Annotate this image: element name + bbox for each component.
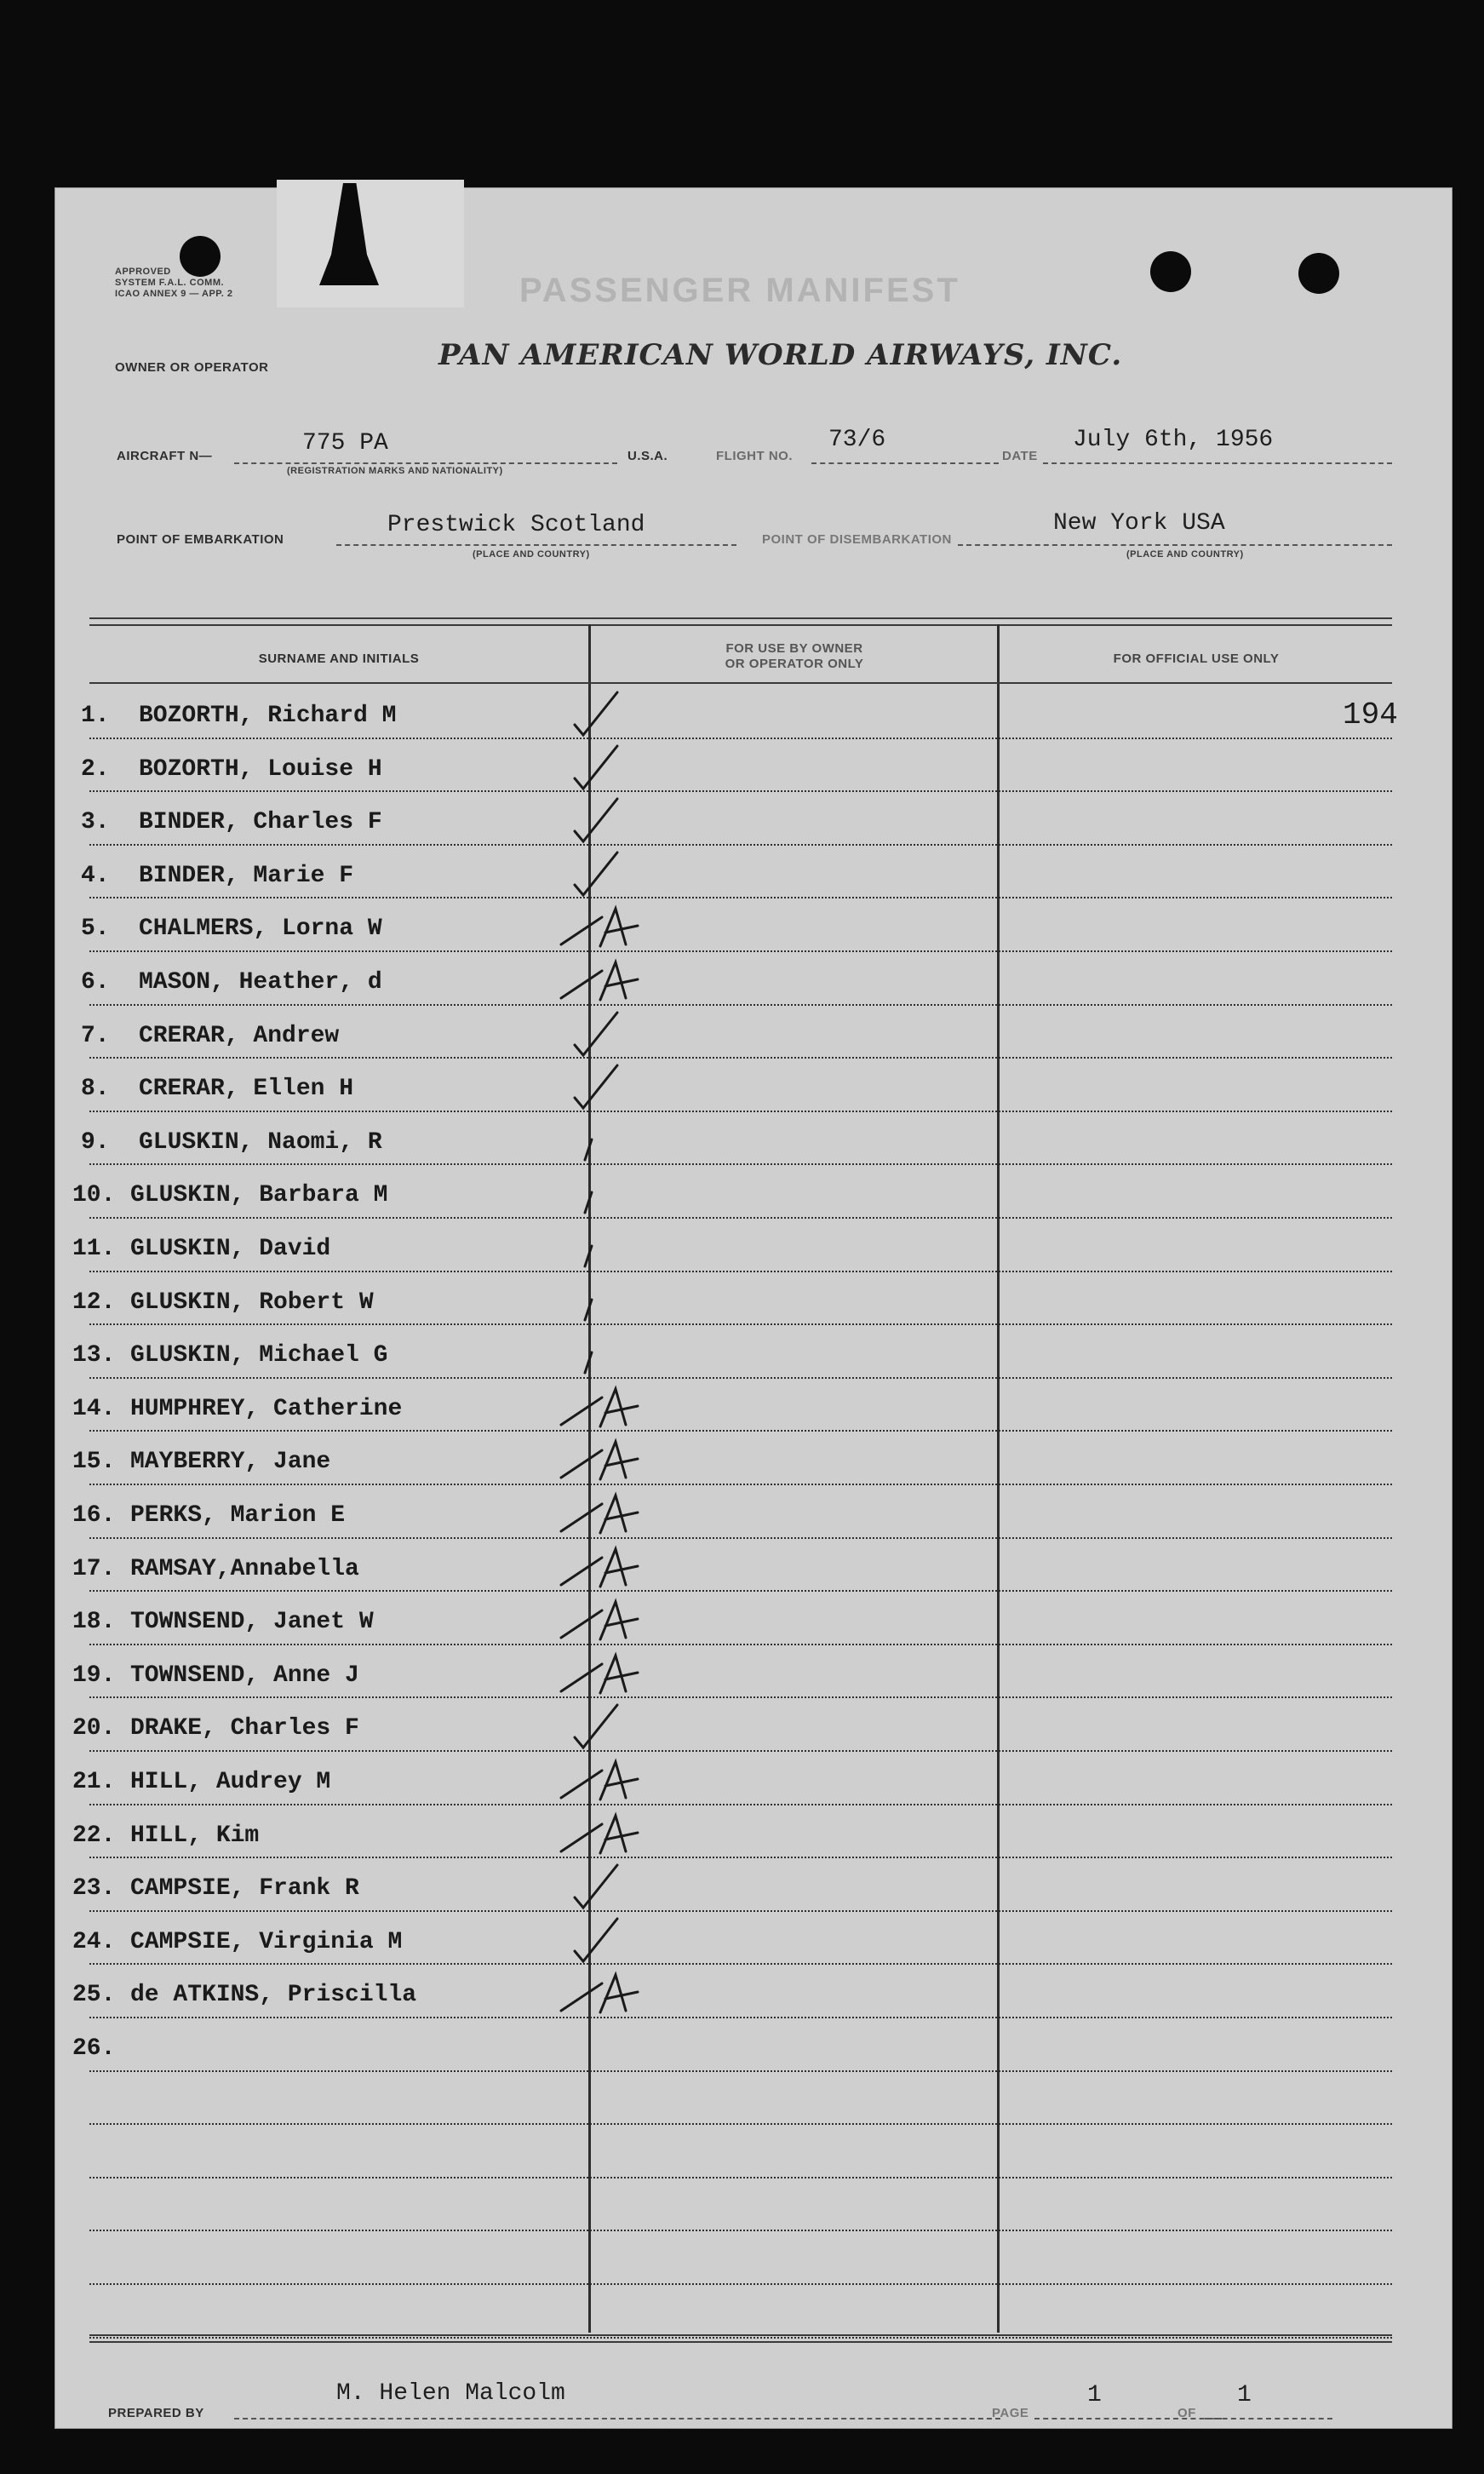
punch-hole <box>1150 251 1191 292</box>
passenger-name: HUMPHREY, Catherine <box>130 1395 403 1422</box>
row-rule <box>89 1377 1392 1379</box>
passenger-name: GLUSKIN, Robert W <box>130 1289 374 1316</box>
passenger-row <box>72 1289 374 1316</box>
aircraft-value: 775 PA <box>302 430 388 456</box>
passenger-number: 19. <box>72 1662 116 1689</box>
row-rule <box>89 897 1392 898</box>
column-header-owner-use <box>592 641 997 672</box>
passenger-row <box>72 1449 330 1475</box>
row-rule <box>89 1910 1392 1912</box>
page-label: PAGE <box>992 2406 1029 2420</box>
disembarkation-sublabel: (PLACE AND COUNTRY) <box>1126 549 1244 560</box>
passenger-name: MASON, Heather, d <box>139 969 382 996</box>
row-rule <box>89 738 1392 739</box>
row-rule <box>89 1057 1392 1059</box>
passenger-row <box>72 1822 259 1849</box>
row-rule <box>89 790 1392 792</box>
approval-mark-icon <box>549 1377 651 1437</box>
row-rule <box>89 1537 1392 1539</box>
check-mark-icon <box>549 684 651 743</box>
passenger-row <box>81 809 382 835</box>
check-mark-icon <box>549 1111 651 1170</box>
row-rule <box>89 1696 1392 1698</box>
passenger-number: 9. <box>81 1128 110 1156</box>
of-label: OF <box>1177 2406 1196 2420</box>
passenger-number: 12. <box>72 1289 116 1316</box>
approval-mark-icon <box>549 1590 651 1650</box>
embarkation-sublabel: (PLACE AND COUNTRY) <box>473 549 590 560</box>
column-header-official: FOR OFFICIAL USE ONLY <box>1113 652 1280 666</box>
approval-line: APPROVED <box>115 267 171 277</box>
passenger-name: TOWNSEND, Janet W <box>130 1609 374 1636</box>
check-mark-icon <box>549 1910 651 1970</box>
check-mark-icon <box>549 1217 651 1277</box>
passenger-row <box>72 1342 387 1369</box>
passenger-name: BINDER, Charles F <box>139 809 382 836</box>
row-rule <box>89 1484 1392 1485</box>
check-mark-icon <box>549 738 651 797</box>
row-rule <box>89 2283 1392 2285</box>
passenger-name: MAYBERRY, Jane <box>130 1449 331 1476</box>
row-rule <box>89 2070 1392 2072</box>
passenger-row <box>72 1609 374 1635</box>
approval-mark-icon <box>549 1963 651 2023</box>
passenger-number: 24. <box>72 1928 116 1955</box>
aircraft-sublabel: (REGISTRATION MARKS AND NATIONALITY) <box>287 466 503 476</box>
page-value: 1 <box>1087 2382 1102 2408</box>
passenger-number: 8. <box>81 1076 110 1103</box>
passenger-name: DRAKE, Charles F <box>130 1715 359 1742</box>
manifest-sheet <box>54 187 1452 2429</box>
aircraft-label: AIRCRAFT N— <box>117 449 213 463</box>
approval-mark-icon <box>549 897 651 956</box>
check-mark-icon <box>549 1323 651 1383</box>
passenger-row <box>72 1662 359 1689</box>
row-rule <box>89 1590 1392 1592</box>
passenger-name: HILL, Kim <box>130 1822 260 1849</box>
approval-mark-icon <box>549 950 651 1010</box>
passenger-row <box>72 1502 345 1529</box>
check-mark-icon <box>549 1004 651 1064</box>
approval-mark-icon <box>549 1804 651 1863</box>
passenger-name: GLUSKIN, David <box>130 1236 331 1262</box>
passenger-name: CRERAR, Ellen H <box>139 1076 354 1103</box>
passenger-name: HILL, Audrey M <box>130 1769 331 1795</box>
paper-flap <box>277 180 464 307</box>
passenger-number: 10. <box>72 1182 116 1209</box>
passenger-number: 3. <box>81 809 110 836</box>
owner-use-line: OR OPERATOR ONLY <box>725 657 864 671</box>
passenger-number: 23. <box>72 1875 116 1903</box>
passenger-name: de ATKINS, Priscilla <box>130 1982 417 2009</box>
row-rule <box>89 1271 1392 1272</box>
row-rule <box>89 1430 1392 1432</box>
row-rule <box>89 1111 1392 1112</box>
passenger-number: 2. <box>81 755 110 783</box>
passenger-row <box>81 1129 382 1156</box>
passenger-row <box>81 969 382 996</box>
passenger-number: 20. <box>72 1715 116 1742</box>
approval-line: SYSTEM F.A.L. COMM. <box>115 278 225 288</box>
passenger-number: 22. <box>72 1822 116 1849</box>
passenger-number: 4. <box>81 862 110 889</box>
passenger-number: 7. <box>81 1022 110 1049</box>
passenger-number: 13. <box>72 1342 116 1369</box>
passenger-name: GLUSKIN, Barbara M <box>130 1182 388 1209</box>
passenger-row <box>81 863 353 889</box>
passenger-row <box>72 1929 402 1955</box>
punch-hole <box>1298 253 1339 294</box>
row-rule <box>89 1004 1392 1006</box>
approval-block <box>115 267 232 300</box>
row-rule <box>89 844 1392 846</box>
official-number: 194 <box>1343 697 1398 732</box>
passenger-name: GLUSKIN, Michael G <box>130 1342 388 1369</box>
passenger-row <box>72 1556 359 1582</box>
check-mark-icon <box>549 790 651 850</box>
passenger-name: PERKS, Marion E <box>130 1502 346 1529</box>
passenger-number: 11. <box>72 1236 116 1262</box>
passenger-row <box>81 1023 339 1049</box>
row-rule <box>89 2017 1392 2018</box>
passenger-row <box>81 916 382 942</box>
column-header-surname: SURNAME AND INITIALS <box>258 652 420 666</box>
passenger-row <box>72 1982 416 2008</box>
row-rule <box>89 2177 1392 2178</box>
passenger-number: 26. <box>72 2035 116 2062</box>
form-title: PASSENGER MANIFEST <box>519 272 960 309</box>
owner-label: OWNER OR OPERATOR <box>115 360 269 375</box>
date-value: July 6th, 1956 <box>1073 427 1274 453</box>
approval-mark-icon <box>549 1644 651 1703</box>
prepared-label: PREPARED BY <box>108 2406 204 2420</box>
check-mark-icon <box>549 1163 651 1223</box>
prepared-value: M. Helen Malcolm <box>336 2380 565 2407</box>
disembarkation-label: POINT OF DISEMBARKATION <box>762 532 952 547</box>
passenger-row <box>72 2035 130 2062</box>
approval-mark-icon <box>549 1430 651 1490</box>
passenger-row <box>81 756 382 783</box>
passenger-name: BINDER, Marie F <box>139 862 354 889</box>
approval-mark-icon <box>549 1750 651 1810</box>
passenger-number: 25. <box>72 1982 116 2009</box>
passenger-name: CHALMERS, Lorna W <box>139 916 382 943</box>
approval-line: ICAO ANNEX 9 — APP. 2 <box>115 289 233 299</box>
passenger-number: 18. <box>72 1609 116 1636</box>
passenger-number: 17. <box>72 1555 116 1582</box>
passenger-row <box>72 1182 387 1208</box>
passenger-number: 21. <box>72 1769 116 1795</box>
row-rule <box>89 2230 1392 2231</box>
row-rule <box>89 1963 1392 1965</box>
owner-use-line: FOR USE BY OWNER <box>725 641 863 656</box>
date-label: DATE <box>1002 449 1038 463</box>
passenger-row <box>72 1769 330 1795</box>
passenger-number: 16. <box>72 1502 116 1529</box>
flight-label: FLIGHT NO. <box>716 449 793 463</box>
check-mark-icon <box>549 1696 651 1756</box>
passenger-name: TOWNSEND, Anne J <box>130 1662 359 1689</box>
passenger-name: CRERAR, Andrew <box>139 1022 340 1049</box>
row-rule <box>89 2337 1392 2339</box>
passenger-number: 5. <box>81 916 110 943</box>
check-mark-icon <box>549 1057 651 1116</box>
embarkation-value: Prestwick Scotland <box>387 512 645 538</box>
approval-mark-icon <box>549 1484 651 1543</box>
row-rule <box>89 1857 1392 1858</box>
passenger-number: 15. <box>72 1449 116 1476</box>
passenger-name: BOZORTH, Richard M <box>139 703 397 729</box>
row-rule <box>89 1644 1392 1645</box>
passenger-number: 1. <box>81 703 110 729</box>
row-rule <box>89 1217 1392 1219</box>
check-mark-icon <box>549 844 651 904</box>
row-rule <box>89 1163 1392 1165</box>
check-mark-icon <box>549 1271 651 1330</box>
passenger-name: CAMPSIE, Frank R <box>130 1875 359 1903</box>
country-label: U.S.A. <box>627 449 668 463</box>
row-rule <box>89 1804 1392 1805</box>
passenger-number: 14. <box>72 1395 116 1422</box>
of-value: 1 <box>1237 2382 1252 2408</box>
row-rule <box>89 1750 1392 1752</box>
row-rule <box>89 2123 1392 2125</box>
passenger-name: CAMPSIE, Virginia M <box>130 1928 403 1955</box>
row-rule <box>89 1323 1392 1325</box>
disembarkation-value: New York USA <box>1053 510 1225 537</box>
passenger-name: GLUSKIN, Naomi, R <box>139 1128 382 1156</box>
approval-mark-icon <box>549 1537 651 1597</box>
passenger-row <box>72 1236 330 1262</box>
passenger-row <box>72 1396 402 1422</box>
passenger-row <box>72 1875 359 1902</box>
check-mark-icon <box>549 1857 651 1916</box>
passenger-name: RAMSAY,Annabella <box>130 1555 359 1582</box>
passenger-row <box>81 1076 353 1102</box>
passenger-row <box>72 1715 359 1742</box>
passenger-number: 6. <box>81 969 110 996</box>
company-name: PAN AMERICAN WORLD AIRWAYS, INC. <box>438 338 1123 372</box>
passenger-name: BOZORTH, Louise H <box>139 755 382 783</box>
flight-value: 73/6 <box>828 427 886 453</box>
embarkation-label: POINT OF EMBARKATION <box>117 532 284 547</box>
row-rule <box>89 950 1392 952</box>
passenger-row <box>81 703 396 729</box>
